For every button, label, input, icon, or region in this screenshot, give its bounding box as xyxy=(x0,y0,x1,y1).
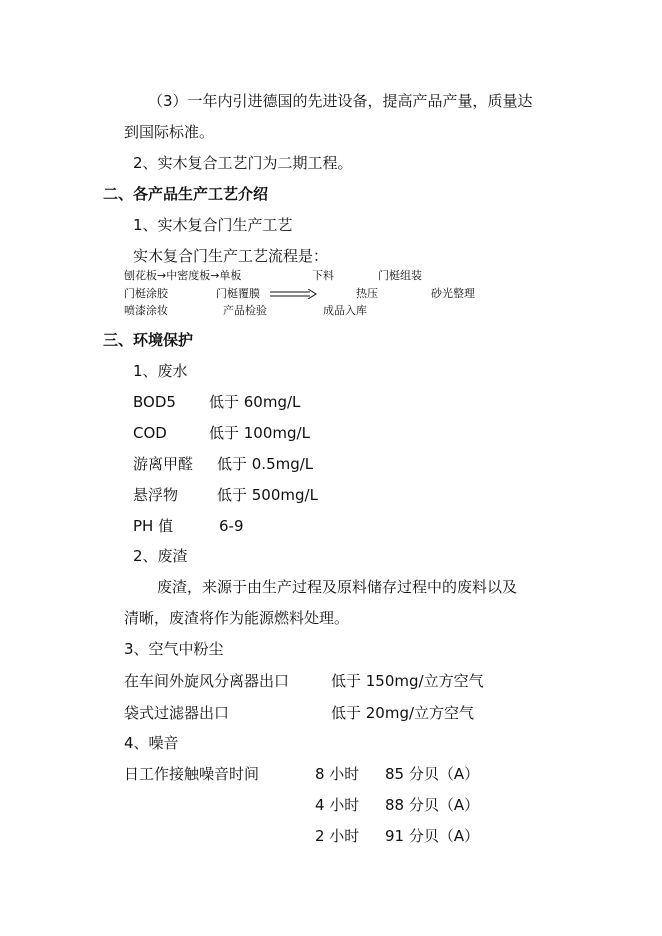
wastewater-title: 1、废水 xyxy=(133,362,188,380)
flow-step: 喷漆涂妆 xyxy=(124,304,168,317)
flow-step: 下料 xyxy=(312,269,334,282)
section2-heading: 二、各产品生产工艺介绍 xyxy=(103,185,269,203)
flow-step: 刨花板→中密度板→单板 xyxy=(124,269,242,282)
noise-db: 85 分贝（A） xyxy=(385,765,480,783)
noise-db: 91 分贝（A） xyxy=(385,827,480,845)
noise-hours: 2 小时 xyxy=(315,827,360,845)
flow-step: 门梃涂胶 xyxy=(124,287,168,300)
dust-value: 低于 20mg/立方空气 xyxy=(331,704,475,722)
wastewater-name: COD xyxy=(133,424,167,442)
dust-title: 3、空气中粉尘 xyxy=(124,640,224,658)
wastewater-value: 6-9 xyxy=(219,517,244,535)
wastewater-name: BOD5 xyxy=(133,393,176,411)
wastewater-value: 低于 100mg/L xyxy=(209,424,310,442)
section3-heading: 三、环境保护 xyxy=(103,331,194,349)
para-item-3-line1: （3）一年内引进德国的先进设备，提高产品产量，质量达 xyxy=(148,92,533,110)
wastewater-value: 低于 500mg/L xyxy=(217,486,318,504)
section2-sub1: 1、实木复合门生产工艺 xyxy=(133,216,293,234)
wastewater-name: 游离甲醛 xyxy=(133,455,194,473)
noise-label: 日工作接触噪音时间 xyxy=(124,765,260,783)
wastewater-name: 悬浮物 xyxy=(133,486,179,504)
noise-db: 88 分贝（A） xyxy=(385,796,480,814)
flow-step: 砂光整理 xyxy=(431,287,475,300)
wastewater-value: 低于 60mg/L xyxy=(209,393,301,411)
flow-step: 门梃覆膜 xyxy=(216,287,260,300)
double-arrow-icon xyxy=(270,289,320,299)
wastewater-value: 低于 0.5mg/L xyxy=(217,455,314,473)
flow-step: 热压 xyxy=(356,287,378,300)
dust-name: 在车间外旋风分离器出口 xyxy=(124,672,290,690)
wastewater-name: PH 值 xyxy=(133,517,174,535)
flow-step: 门梃组装 xyxy=(378,269,422,282)
flow-step: 产品检验 xyxy=(223,304,267,317)
para-item-2: 2、实木复合工艺门为二期工程。 xyxy=(133,154,353,172)
noise-hours: 8 小时 xyxy=(315,765,360,783)
flow-step: 成品入库 xyxy=(323,304,367,317)
noise-title: 4、噪音 xyxy=(124,734,179,752)
residue-title: 2、废渣 xyxy=(133,547,188,565)
residue-text-line2: 清晰，废渣将作为能源燃料处理。 xyxy=(124,609,350,627)
flow-intro: 实木复合门生产工艺流程是： xyxy=(133,247,329,265)
noise-hours: 4 小时 xyxy=(315,796,360,814)
dust-name: 袋式过滤器出口 xyxy=(124,704,230,722)
para-item-3-line2: 到国际标准。 xyxy=(124,123,215,141)
residue-text-line1: 废渣，来源于由生产过程及原料储存过程中的废料以及 xyxy=(157,578,518,596)
dust-value: 低于 150mg/立方空气 xyxy=(331,672,484,690)
